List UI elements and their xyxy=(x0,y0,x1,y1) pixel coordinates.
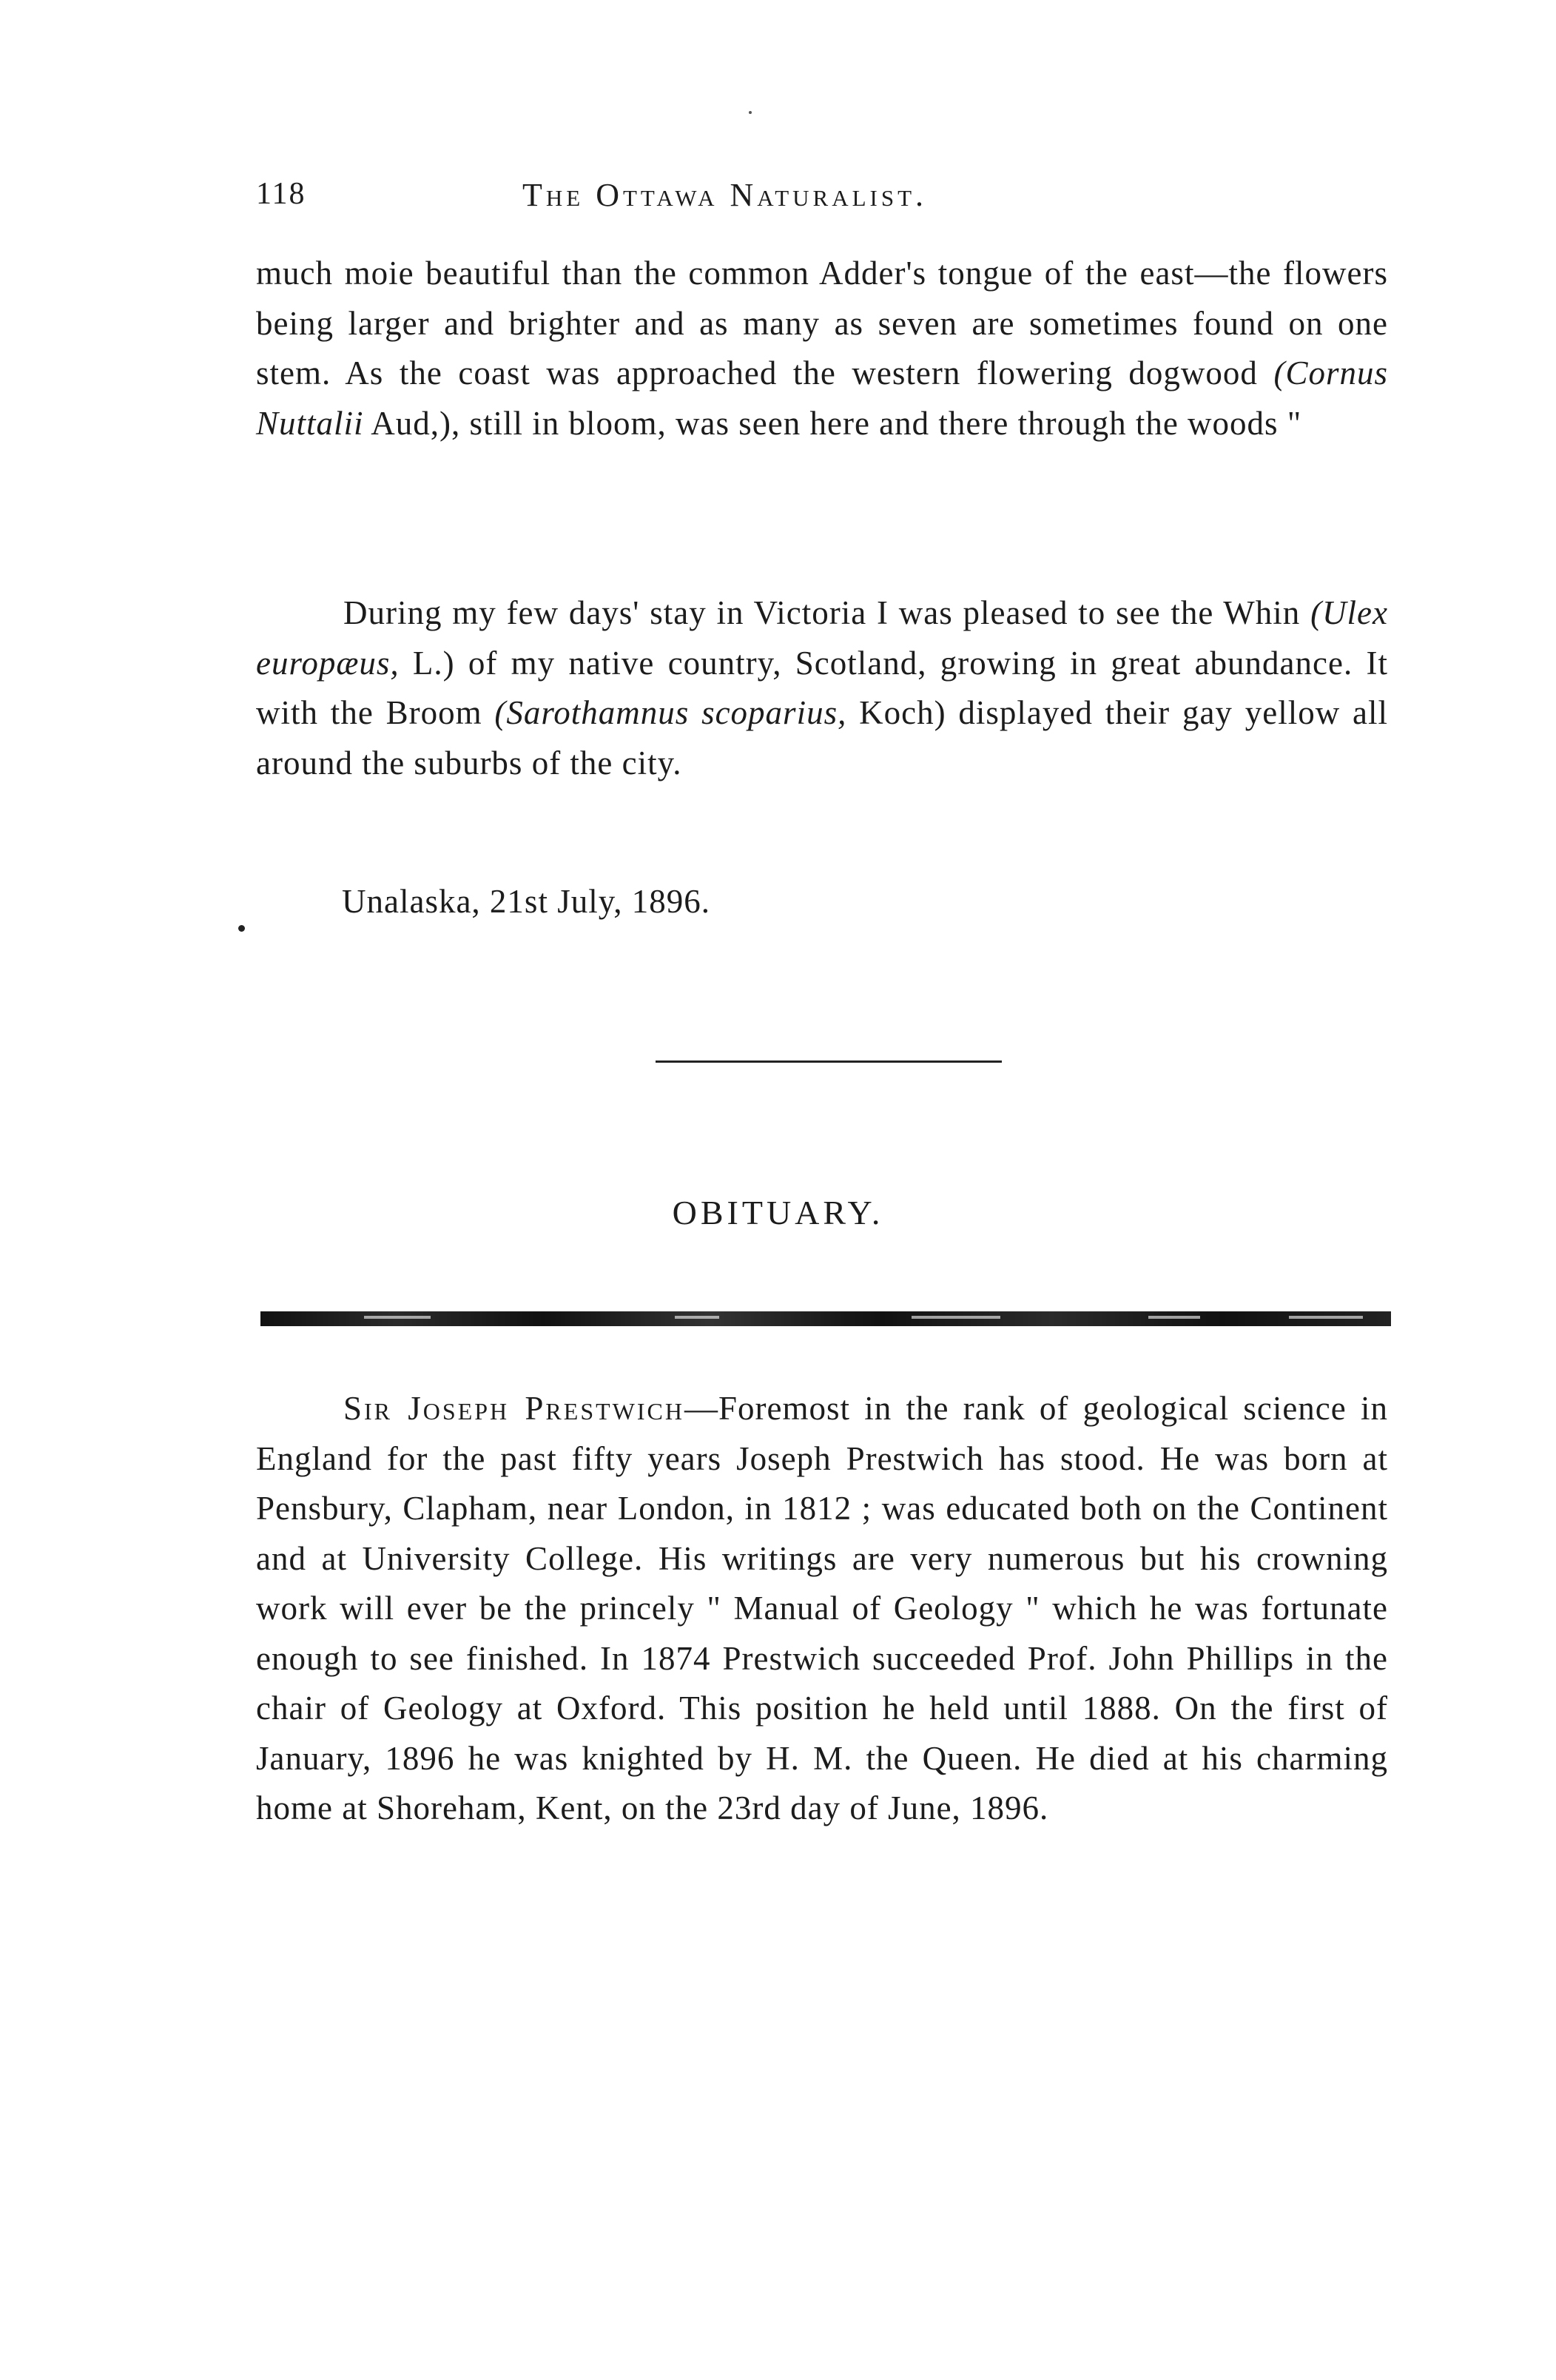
victoria-paragraph-text xyxy=(256,588,1388,788)
heavy-rule xyxy=(260,1311,1391,1326)
margin-dot xyxy=(238,925,245,932)
obituary-paragraph xyxy=(256,1384,1388,1834)
rule-streak xyxy=(1148,1316,1200,1319)
rule-streak xyxy=(912,1316,1000,1319)
obituary-body: —Foremost in the rank of geological science in England for the past fifty years Joseph Prestwich has stood. He was born at Pensbury, Clapham, near London, in 1812 ; was educated both on the Continent and at University College. His writings are very numerous but his crowning work will ever be the princely " Manual of Geology " which he was fortunate enough to see finished. In 1874 Prestwich succeeded Prof. John Phillips in the chair of Geology at Oxford. This position he held until 1888. On the first of January, 1896 he was knighted by H. M. the Queen. He died at his charming home at Shoreham, Kent, on the 23rd day of June, 1896. xyxy=(256,1390,1388,1826)
obituary-name: Sir Joseph Prestwich xyxy=(343,1390,684,1427)
rule-streak xyxy=(675,1316,719,1319)
section-divider xyxy=(656,1060,1002,1063)
rule-streak xyxy=(364,1316,431,1319)
dateline: Unalaska, 21st July, 1896. xyxy=(342,883,711,920)
species-name-ulex: (Ulex europæus, xyxy=(256,594,1388,682)
obituary-heading: OBITUARY. xyxy=(672,1194,884,1231)
text-run: Koch) displayed their gay yellow all around the suburbs of the city. xyxy=(256,694,1389,781)
species-name-cornus: (Cornus Nuttalii xyxy=(256,354,1388,442)
text-run: Aud,), still in bloom, was seen here and there through the woods " xyxy=(363,404,1302,442)
text-run: much moie beautiful than the common Adder's tongue of the east—the flowers being larger and brighter and as many as seven are sometimes found on one stem. As the coast was approached the western flowering dogwood xyxy=(256,255,1388,391)
print-speck xyxy=(749,111,752,114)
obituary-text xyxy=(256,1384,1388,1834)
text-run: L.) of my native country, Scotland, growing in great abundance. It with the Broom xyxy=(256,644,1388,731)
rule-streak xyxy=(1289,1316,1363,1319)
continued-paragraph-text xyxy=(256,249,1388,448)
continued-paragraph xyxy=(256,249,1388,448)
running-head xyxy=(256,176,1410,221)
page-number: 118 xyxy=(256,177,306,211)
journal-title: The Ottawa Naturalist. xyxy=(522,177,928,213)
species-name-sarothamnus: (Sarothamnus scoparius, xyxy=(494,694,847,731)
text-run: During my few days' stay in Victoria I was pleased to see the Whin xyxy=(343,594,1311,631)
victoria-paragraph xyxy=(256,588,1388,788)
